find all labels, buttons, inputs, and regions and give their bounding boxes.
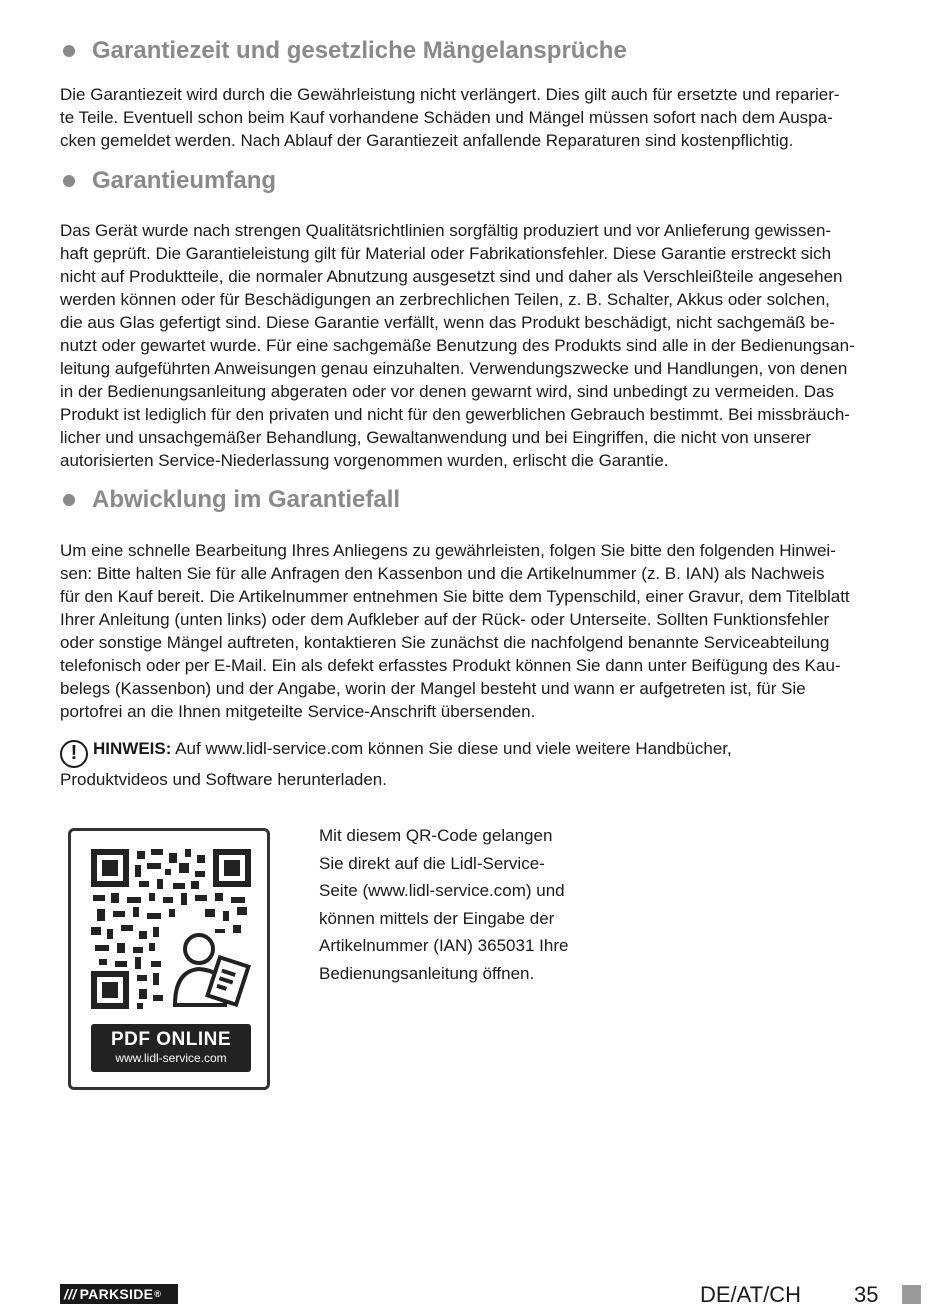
text-line: Ihrer Anleitung (unten links) oder dem Aufkleber auf der Rück- oder Unterseite. Sollten Funktionsfehler — [60, 610, 830, 629]
logo-text: PARKSIDE — [79, 1286, 154, 1302]
logo-stripes: /// — [64, 1286, 77, 1302]
qr-code-card — [68, 828, 270, 1090]
heading-text: Garantieumfang — [92, 167, 277, 194]
heading-text: Garantiezeit und gesetzliche Mängelansprüche — [92, 37, 627, 64]
hint-label: HINWEIS: — [93, 739, 172, 758]
parkside-logo — [60, 1284, 178, 1304]
qr-description — [319, 822, 639, 987]
text-line: nutzt oder gewartet wurde. Für eine sachgemäße Benutzung des Produkts sind alle in der Bedienungsan- — [60, 336, 855, 355]
page-marker-square — [902, 1285, 921, 1304]
section-heading-garantieumfang — [60, 166, 276, 196]
text-line: telefonisch oder per E-Mail. Ein als defekt erfasstes Produkt können Sie dann unter Beifügung des Kau- — [60, 656, 841, 675]
section-heading-garantiezeit — [60, 36, 627, 66]
text-line: für den Kauf bereit. Die Artikelnummer entnehmen Sie bitte dem Typenschild, einer Gravur, dem Titelblatt — [60, 587, 850, 606]
text-line: licher und unsachgemäßer Behandlung, Gewaltanwendung und bei Eingriffen, die nicht von unserer — [60, 428, 812, 447]
text-line: Seite (www.lidl-service.com) und — [319, 881, 565, 900]
text-line: belegs (Kassenbon) und der Angabe, worin der Mangel besteht und wann er aufgetreten ist, für Sie — [60, 679, 806, 698]
text-line: Bedienungsanleitung öffnen. — [319, 963, 535, 983]
region-label: DE/AT/CH — [700, 1282, 802, 1307]
pdf-online-badge — [91, 1024, 251, 1072]
page-number: 35 — [854, 1282, 879, 1307]
text-line: nicht auf Produktteile, die normaler Abnutzung ausgesetzt sind und daher als Verschleißteile angesehen — [60, 267, 843, 286]
text-line: autorisierten Service-Niederlassung vorgenommen wurden, erlischt die Garantie. — [60, 451, 669, 470]
text-line: Produkt ist lediglich für den privaten und nicht für den gewerblichen Gebrauch bestimmt. Bei missbräuch- — [60, 405, 850, 424]
hint-line-2: Produktvideos und Software herunterladen. — [60, 770, 387, 789]
bullet-icon — [63, 175, 75, 187]
text-line: Artikelnummer (IAN) 365031 Ihre — [319, 936, 569, 955]
text-line: in der Bedienungsanleitung abgeraten oder vor denen gewarnt wird, sind unbedingt zu vermeiden. Das — [60, 382, 835, 401]
hint-text: Auf www.lidl-service.com können Sie diese und viele weitere Handbücher, — [171, 739, 732, 758]
bullet-icon — [63, 45, 75, 57]
bullet-icon — [63, 494, 75, 506]
section-heading-abwicklung — [60, 485, 400, 515]
text-line: te Teile. Eventuell schon beim Kauf vorhandene Schäden und Mängel müssen sofort nach dem Auspa- — [60, 108, 833, 127]
hint-line-1 — [60, 737, 895, 768]
text-line: Die Garantiezeit wird durch die Gewährleistung nicht verlängert. Dies gilt auch für ersetzte und reparier- — [60, 85, 840, 104]
text-line: sen: Bitte halten Sie für alle Anfragen den Kassenbon und die Artikelnummer (z. B. IAN) als Nachweis — [60, 564, 825, 583]
text-line: die aus Glas gefertigt sind. Diese Garantie verfällt, wenn das Produkt beschädigt, nicht sachgemäß be- — [60, 313, 835, 332]
logo-registered-mark: ® — [154, 1289, 162, 1299]
paragraph-abwicklung — [60, 539, 895, 723]
qr-code-image — [91, 849, 251, 1009]
text-line: Sie direkt auf die Lidl-Service- — [319, 853, 545, 873]
text-line: können mittels der Eingabe der — [319, 908, 555, 928]
text-line: oder sonstige Mängel auftreten, kontaktieren Sie zunächst die nachfolgend benannte Serviceabteilung — [60, 633, 830, 652]
badge-title: PDF ONLINE — [110, 1029, 232, 1050]
text-line: werden können oder für Beschädigungen an zerbrechlichen Teilen, z. B. Schalter, Akkus oder solchen, — [60, 290, 830, 309]
text-line: Um eine schnelle Bearbeitung Ihres Anliegens zu gewährleisten, folgen Sie bitte den folgenden Hinwei- — [60, 541, 836, 560]
text-line: Das Gerät wurde nach strengen Qualitätsrichtlinien sorgfältig produziert und vor Anlieferung gewissen- — [60, 221, 832, 240]
paragraph-garantieumfang — [60, 219, 895, 472]
heading-text: Abwicklung im Garantiefall — [92, 486, 401, 513]
text-line: haft geprüft. Die Garantieleistung gilt für Material oder Fabrikationsfehler. Diese Garantie erstreckt sich — [60, 244, 832, 263]
text-line: cken gemeldet werden. Nach Ablauf der Garantiezeit anfallende Reparaturen sind kostenpflichtig. — [60, 131, 794, 150]
paragraph-garantiezeit — [60, 83, 895, 152]
exclamation-circle-icon: ! — [60, 740, 88, 768]
text-line: portofrei an die Ihnen mitgeteilte Service-Anschrift übersenden. — [60, 702, 536, 721]
badge-url: www.lidl-service.com — [115, 1051, 227, 1065]
text-line: leitung aufgeführten Anweisungen genau einzuhalten. Verwendungszwecke und Handlungen, von denen — [60, 359, 848, 378]
hint-note — [60, 737, 895, 791]
text-line: Mit diesem QR-Code gelangen — [319, 826, 553, 845]
